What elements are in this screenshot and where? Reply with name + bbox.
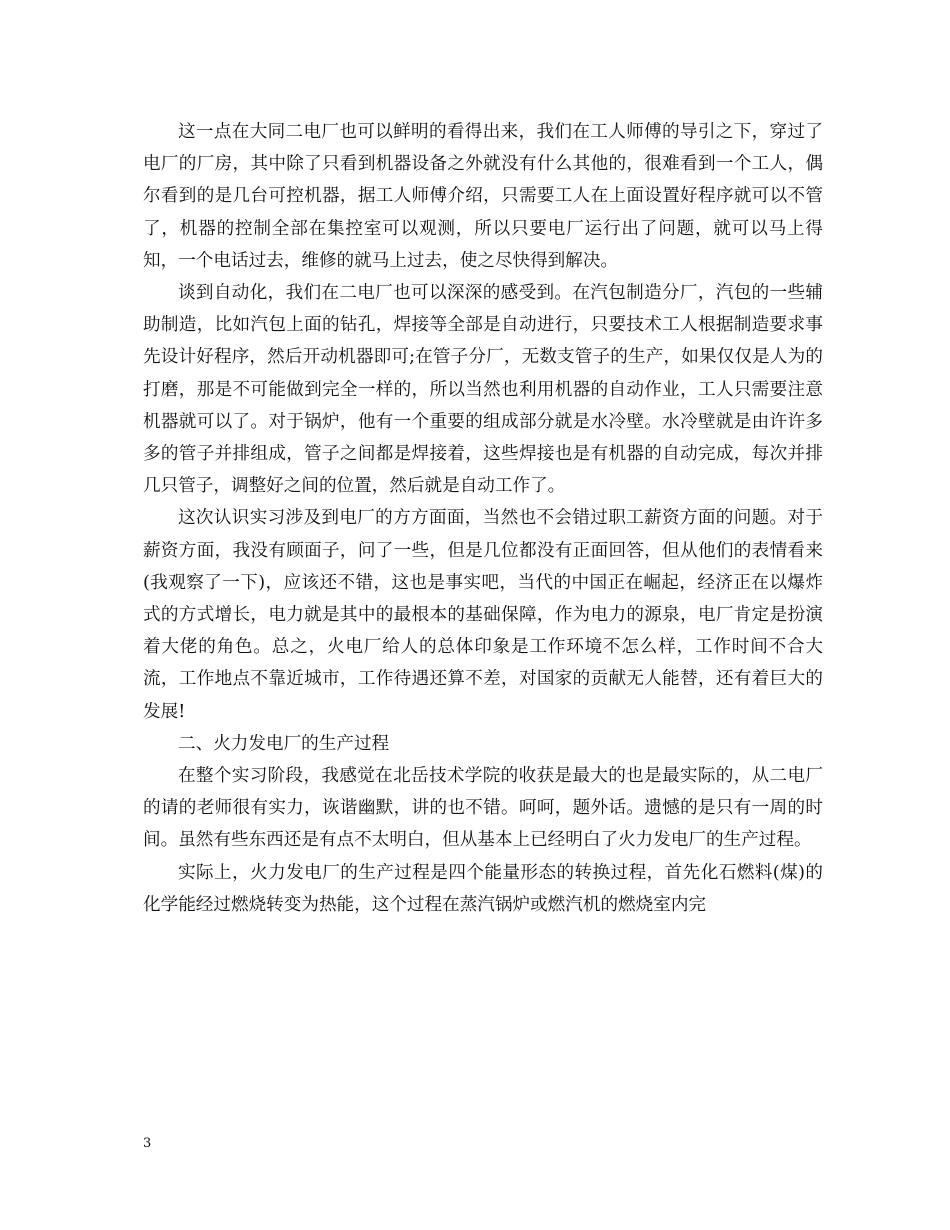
- paragraph-automation-observation: 这一点在大同二电厂也可以鲜明的看得出来，我们在工人师傅的导引之下，穿过了电厂的厂房，其中除了只看到机器设备之外就没有什么其他的，很难看到一个工人，偶尔看到的是几台可控机器，据工人师傅介绍，只需要工人在上面设置好程序就可以不管了，机器的控制全部在集控室可以观测，所以只要电厂运行出了问题，就可以马上得知，一个电话过去，维修的就马上过去，使之尽快得到解决。: [143, 122, 823, 271]
- page-number: 3: [143, 1136, 152, 1151]
- paragraph-production-process: 实际上，火力发电厂的生产过程是四个能量形态的转换过程，首先化石燃料(煤)的化学能经过燃烧转变为热能，这个过程在蒸汽锅炉或燃汽机的燃烧室内完: [143, 862, 823, 915]
- paragraph-automation-manufacturing: 谈到自动化，我们在二电厂也可以深深的感受到。在汽包制造分厂，汽包的一些辅助制造，比如汽包上面的钻孔，焊接等全部是自动进行，只要技术工人根据制造要求事先设计好程序，然后开动机器即可;在管子分厂，无数支管子的生产，如果仅仅是人为的打磨，那是不可能做到完全一样的，所以当然也利用机器的自动作业，工人只需要注意机器就可以了。对于锅炉，他有一个重要的组成部分就是水冷壁。水冷壁就是由许许多多的管子并排组成，管子之间都是焊接着，这些焊接也是有机器的自动完成，每次并排几只管子，调整好之间的位置，然后就是自动工作了。: [143, 283, 823, 497]
- paragraph-internship-summary: 在整个实习阶段，我感觉在北岳技术学院的收获是最大的也是最实际的，从二电厂的请的老师很有实力，诙谐幽默，讲的也不错。呵呵，题外话。遗憾的是只有一周的时间。虽然有些东西还是有点不太明白，但从基本上已经明白了火力发电厂的生产过程。: [143, 766, 823, 851]
- paragraph-salary: 这次认识实习涉及到电厂的方方面面，当然也不会错过职工薪资方面的问题。对于薪资方面，我没有顾面子，问了一些，但是几位都没有正面回答，但从他们的表情看来(我观察了一下)，应该还不错，这也是事实吧，当代的中国正在崛起，经济正在以爆炸式的方式增长，电力就是其中的最根本的基础保障，作为电力的源泉，电厂肯定是扮演着大佬的角色。总之，火电厂给人的总体印象是工作环境不怎么样，工作时间不合大流，工作地点不靠近城市，工作待遇还算不差，对国家的贡献无人能替，还有着巨大的发展!: [143, 508, 823, 722]
- document-body: [143, 116, 823, 921]
- section-heading: 二、火力发电厂的生产过程: [178, 733, 390, 754]
